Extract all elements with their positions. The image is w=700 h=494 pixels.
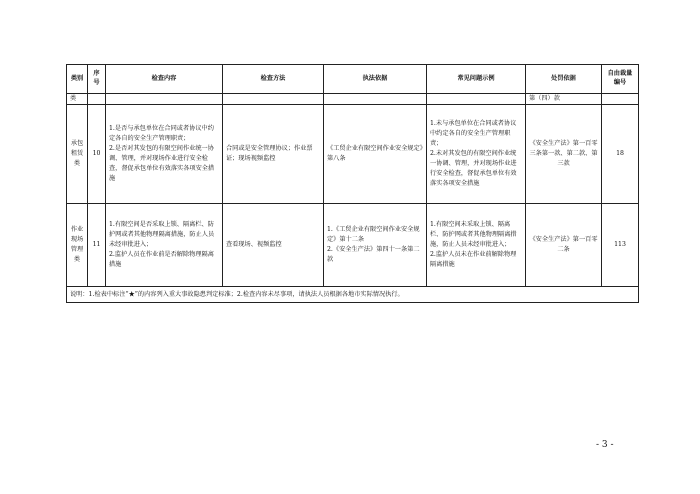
cell-examples: 1.未与承包单位在合同或者协议中约定各自的安全生产管理职责； 2.未对其发包的有限空间作业统一协调、管理，并对现场作业进行安全检查，督促承包单位有效落实各项安全措施 [427,105,526,204]
cell-seq: 10 [88,105,106,204]
table-row [67,204,639,287]
cell-category: 作业现场管理类 [67,204,88,287]
header-method: 检查方法 [223,65,324,94]
cell-content: 1.是否与承包单位在合同或者协议中约定各自的安全生产管理职责； 2.是否对其发包的有限空间作业统一协调、管理，并对现场作业进行安全检查，督促承包单位有效落实各项安全措施 [106,105,223,204]
cell-basis [324,94,427,105]
cell-code: 113 [602,204,639,287]
cell-penalty: 《安全生产法》第一百零三条第一款、第二款、第三款 [526,105,602,204]
table-row [67,105,639,204]
cell-content [106,94,223,105]
table-note-row [67,287,639,303]
cell-code: 18 [602,105,639,204]
page-number: - 3 - [596,440,614,450]
header-seq: 序号 [88,65,106,94]
header-code: 自由裁量编号 [602,65,639,94]
header-basis: 执法依据 [324,65,427,94]
cell-code [602,94,639,105]
cell-method: 合同或是安全管理协议；作业票证；现场视频监控 [223,105,324,204]
cell-category: 承包租赁类 [67,105,88,204]
header-category: 类别 [67,65,88,94]
inspection-table [66,64,639,303]
cell-seq [88,94,106,105]
cell-examples: 1.有限空间未采取上锁、隔离栏、防护网或者其他物理隔离措施，防止人员未经审批进入； 2.监护人员未在作业前解除物理隔离措施 [427,204,526,287]
cell-penalty: 第（四）款 [526,94,602,105]
header-penalty: 处罚依据 [526,65,602,94]
cell-content: 1.有限空间是否采取上锁、隔离栏、防护网或者其他物理隔离措施，防止人员未经审批进入； 2.监护人员在作业前是否解除物理隔离措施 [106,204,223,287]
cell-penalty: 《安全生产法》第一百零二条 [526,204,602,287]
cell-examples [427,94,526,105]
cell-basis: 1.《工贸企业有限空间作业安全规定》第十二条 2.《安全生产法》第四十一条第二款 [324,204,427,287]
table-row-continued [67,94,639,105]
table-note: 说明：1.检表中标注“★”的内容列入重大事故隐患判定标准；2.检查内容未尽事项，请执法人员根据各地市实际情况执行。 [67,287,639,303]
cell-method [223,94,324,105]
header-content: 检查内容 [106,65,223,94]
table-header-row [67,65,639,94]
cell-basis: 《工贸企业有限空间作业安全规定》第八条 [324,105,427,204]
header-examples: 常见问题示例 [427,65,526,94]
cell-seq: 11 [88,204,106,287]
cell-category: 类 [67,94,88,105]
cell-method: 查看现场、视频监控 [223,204,324,287]
